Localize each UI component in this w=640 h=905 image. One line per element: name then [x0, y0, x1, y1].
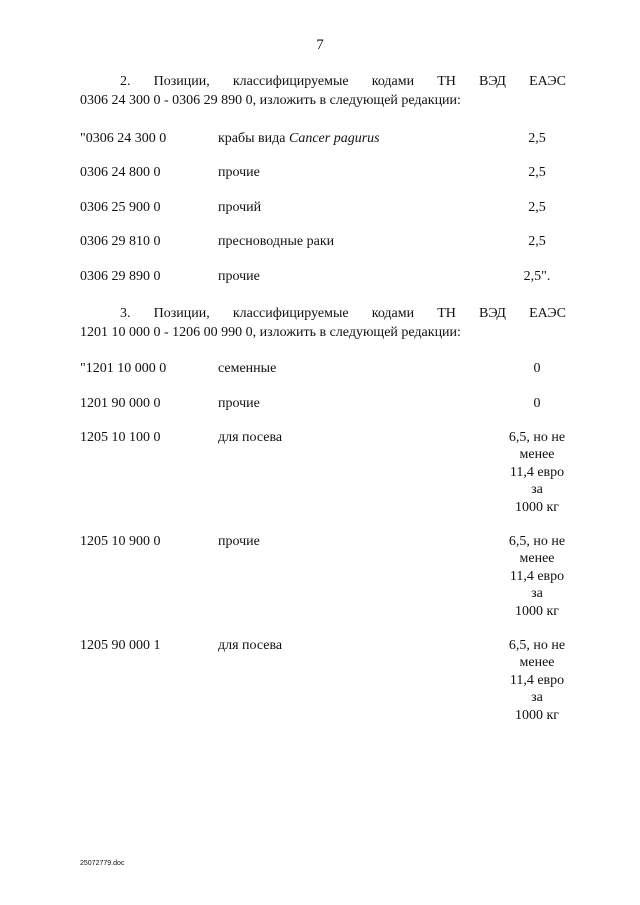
tariff-description	[218, 130, 380, 148]
rate-line: 6,5, но не	[508, 638, 566, 653]
species-name-italic: Cancer pagurus	[288, 131, 380, 146]
section3-heading-word: кодами	[371, 306, 415, 321]
section3-heading-line1	[80, 305, 566, 323]
tariff-description: прочие	[218, 396, 260, 411]
rate-line: за	[531, 690, 543, 706]
section2-heading-line1	[80, 73, 566, 91]
tariff-code: 1205 10 900 0	[80, 534, 161, 549]
tariff-description: прочие	[218, 269, 260, 284]
tariff-rate: 0	[533, 361, 541, 376]
rate-line: 6,5, но не	[508, 534, 566, 549]
tariff-code: 0306 29 810 0	[80, 234, 161, 249]
tariff-description: пресноводные раки	[218, 234, 335, 249]
rate-line: 1000 кг	[514, 707, 560, 723]
tariff-code: 0306 24 800 0	[80, 165, 161, 180]
rate-line: менее	[519, 447, 555, 463]
rate-line: 11,4 евро	[509, 672, 565, 688]
section2-heading-word: ВЭД	[479, 74, 506, 89]
section3-heading-word: ЕАЭС	[529, 306, 566, 321]
tariff-rate	[486, 429, 588, 516]
tariff-code: 0306 29 890 0	[80, 269, 161, 284]
tariff-code: "1201 10 000 0	[80, 361, 167, 376]
tariff-code: 1201 90 000 0	[80, 396, 161, 411]
tariff-description: семенные	[218, 361, 277, 376]
tariff-description: прочие	[218, 534, 260, 549]
rate-line: менее	[519, 551, 555, 567]
tariff-description: для посева	[218, 430, 283, 445]
section3-heading-word: 3. Позиции,	[120, 306, 210, 321]
page-number: 7	[316, 37, 324, 53]
rate-line: 11,4 евро	[509, 568, 565, 584]
section3-heading-word: классифицируемые	[232, 306, 349, 321]
tariff-rate: 2,5	[528, 131, 546, 146]
document-id-footer: 25072779.doc	[80, 860, 125, 867]
tariff-rate: 2,5	[528, 234, 546, 249]
section2-heading-word: кодами	[371, 74, 415, 89]
section2-heading-word: 2. Позиции,	[120, 74, 210, 89]
tariff-code: 0306 25 900 0	[80, 200, 161, 215]
section3-heading-line2: 1201 10 000 0 - 1206 00 990 0, изложить в следующей редакции:	[80, 325, 461, 340]
rate-line: 1000 кг	[514, 603, 560, 619]
rate-line: за	[531, 586, 543, 602]
section2-heading-word: классифицируемые	[232, 74, 349, 89]
tariff-description: прочие	[218, 165, 260, 180]
section2-heading-word: ЕАЭС	[529, 74, 566, 89]
rate-line: 11,4 евро	[509, 464, 565, 480]
rate-line: менее	[519, 655, 555, 671]
tariff-code: 1205 10 100 0	[80, 430, 161, 445]
section3-heading-word: ТН	[437, 306, 456, 321]
rate-line: 6,5, но не	[508, 430, 566, 445]
tariff-code: 1205 90 000 1	[80, 638, 161, 653]
rate-line: 1000 кг	[514, 499, 560, 515]
tariff-rate: 2,5	[528, 200, 546, 215]
section2-heading-word: ТН	[437, 74, 456, 89]
tariff-rate	[486, 533, 588, 620]
tariff-rate: 2,5".	[523, 269, 551, 284]
tariff-rate: 0	[533, 396, 541, 411]
tariff-description: для посева	[218, 638, 283, 653]
description-text: крабы вида	[218, 131, 289, 146]
section3-heading-word: ВЭД	[479, 306, 506, 321]
tariff-rate: 2,5	[528, 165, 546, 180]
rate-line: за	[531, 482, 543, 498]
tariff-rate	[486, 637, 588, 724]
section2-heading-line2: 0306 24 300 0 - 0306 29 890 0, изложить в следующей редакции:	[80, 93, 461, 108]
tariff-description: прочий	[218, 200, 262, 215]
tariff-code: "0306 24 300 0	[80, 131, 167, 146]
